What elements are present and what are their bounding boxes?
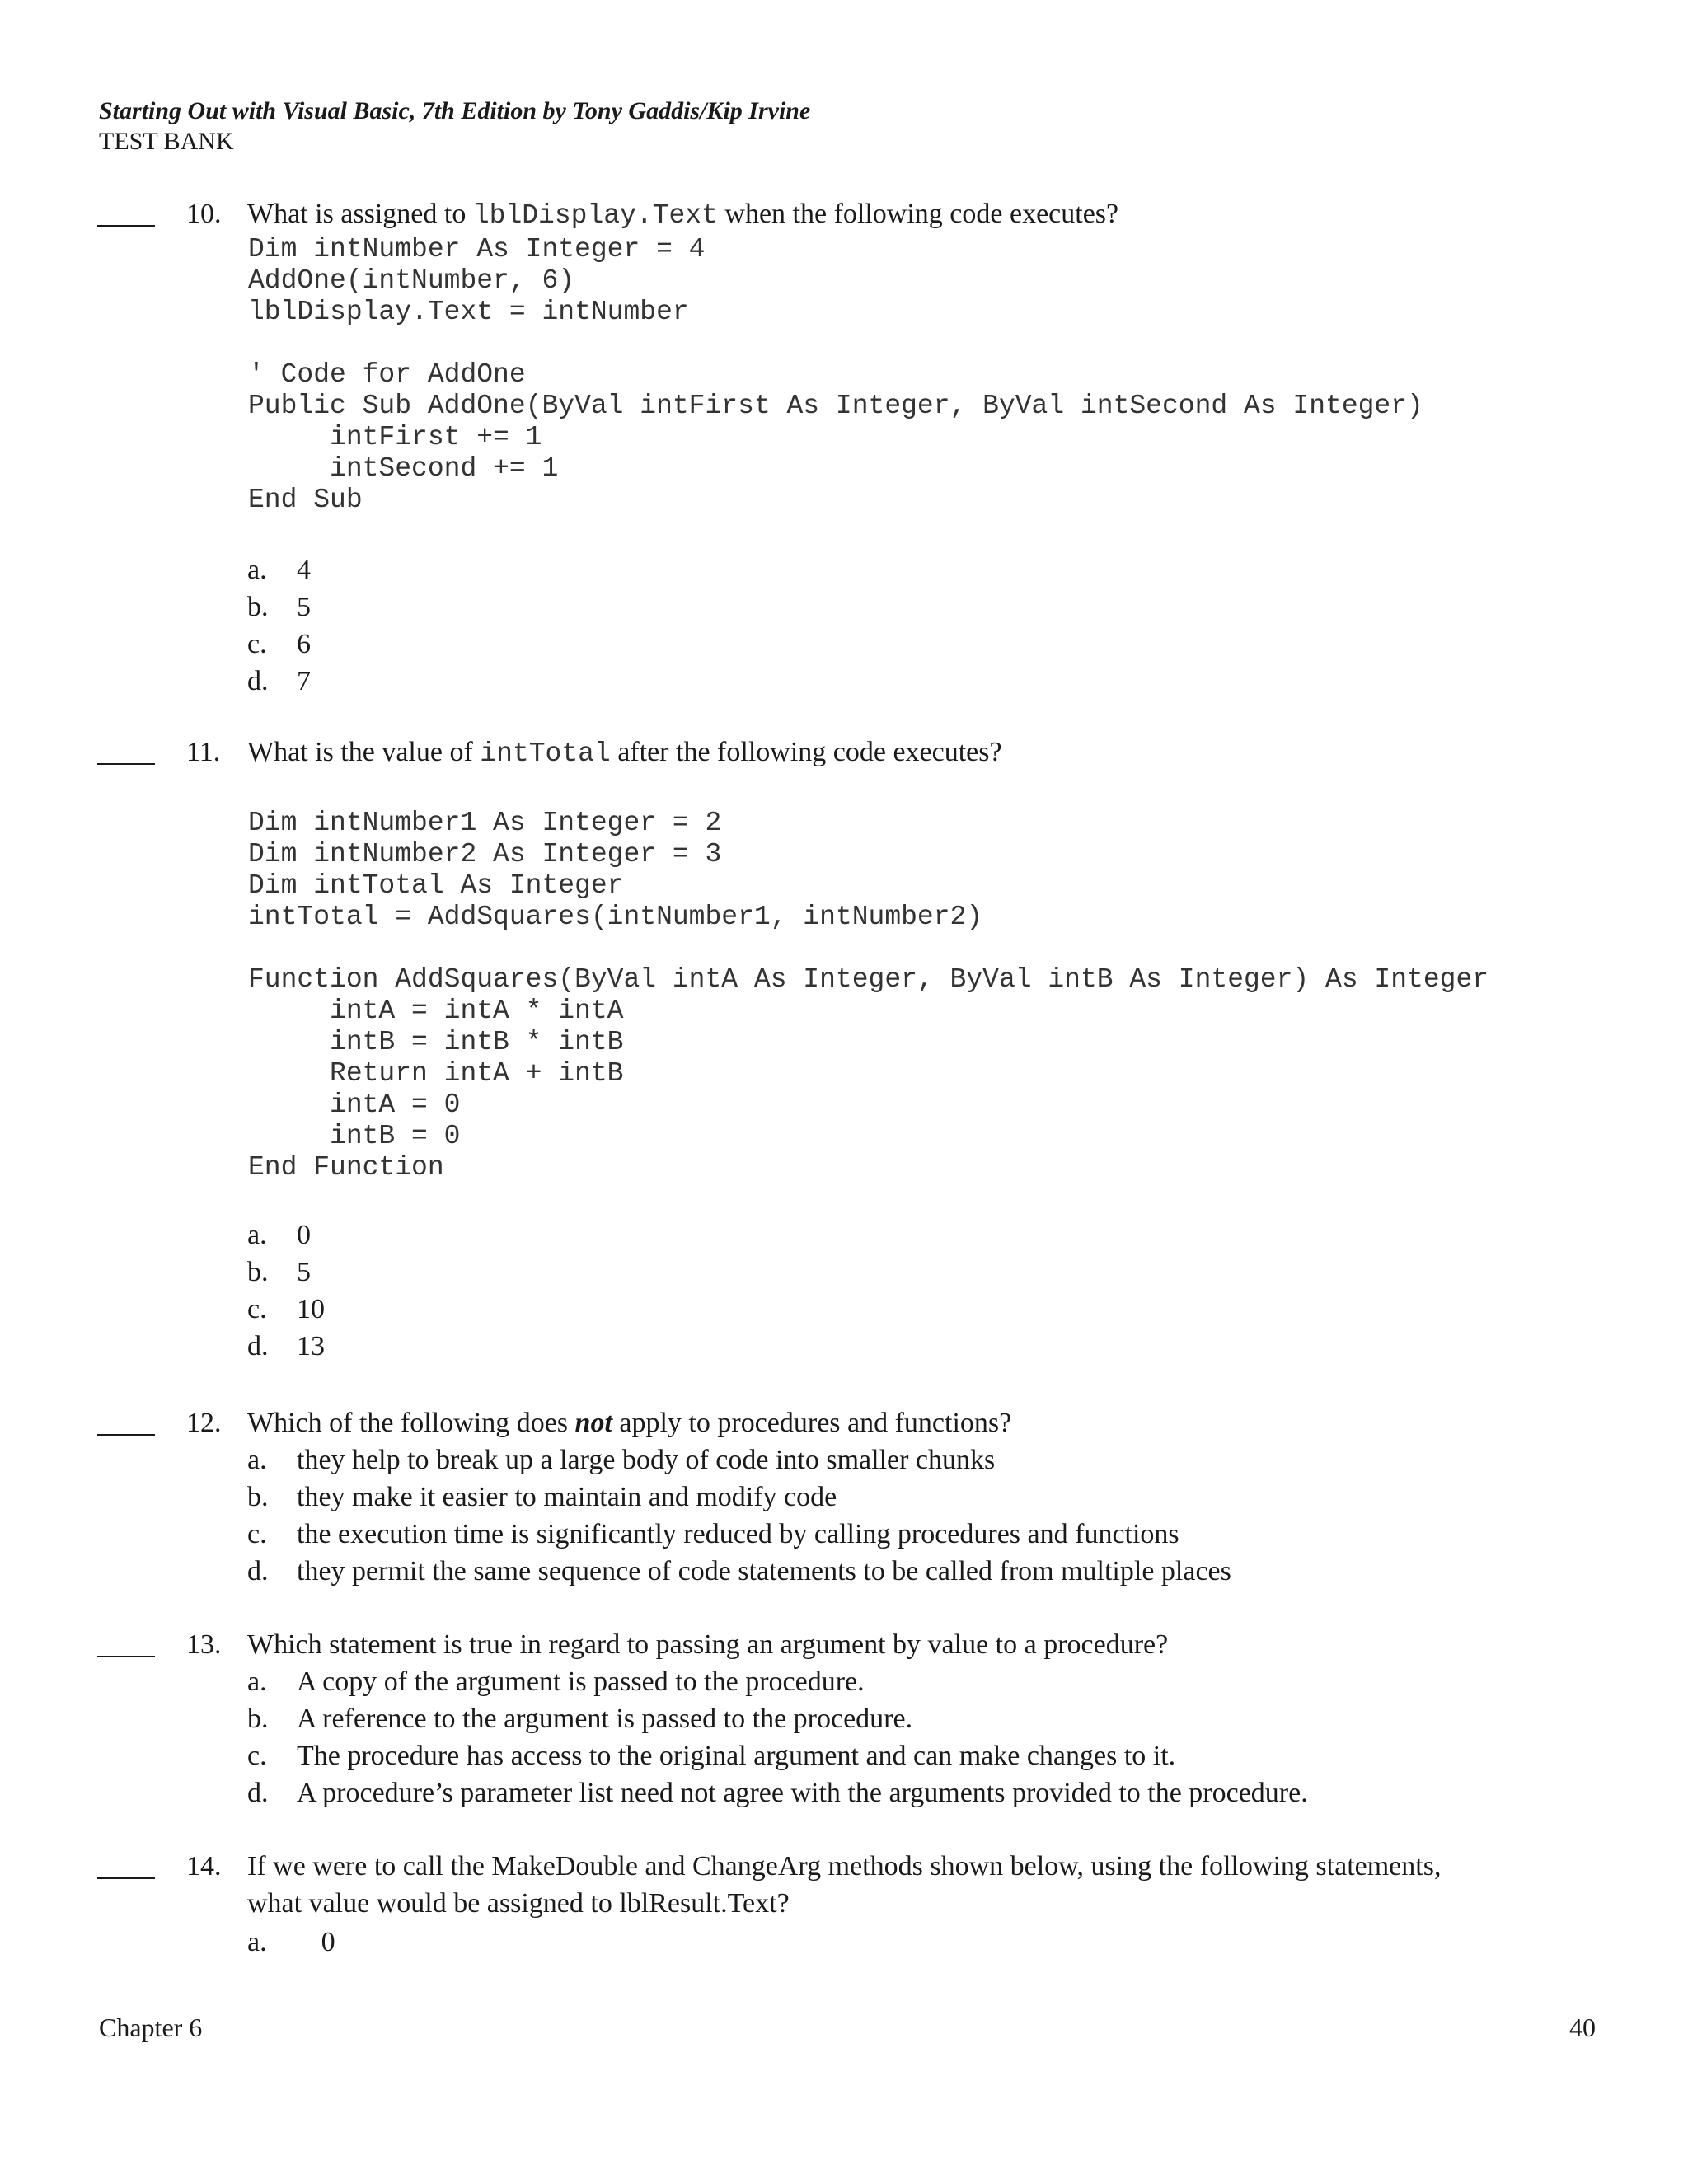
option-d [247, 665, 311, 698]
question-number: 14. [186, 1851, 222, 1882]
option-b [247, 1703, 912, 1736]
option-a [247, 1666, 865, 1699]
option-letter: c. [247, 1741, 267, 1771]
option-letter: b. [247, 1704, 269, 1734]
option-letter: b. [247, 1482, 269, 1512]
option-letter: d. [247, 1556, 269, 1586]
option-text: 6 [297, 629, 311, 659]
option-letter: a. [247, 1445, 267, 1475]
option-letter: d. [247, 1778, 269, 1808]
answer-blank[interactable] [97, 1656, 155, 1657]
question-text [247, 198, 1118, 232]
option-a [247, 1219, 311, 1252]
option-text: 5 [297, 1257, 311, 1287]
option-d [247, 1555, 1231, 1588]
option-b [247, 591, 311, 624]
question-text-end: after the following code executes? [610, 737, 1002, 767]
question-text: Which statement is true in regard to passing an argument by value to a procedure? [247, 1629, 1169, 1660]
option-text: A copy of the argument is passed to the procedure. [297, 1666, 865, 1697]
document-subtitle: TEST BANK [99, 128, 234, 155]
option-letter: c. [247, 1294, 267, 1324]
option-letter: a. [247, 1927, 267, 1957]
question-text-end: when the following code executes? [717, 199, 1119, 229]
code-block: Dim intNumber As Integer = 4 AddOne(intNumber, 6) lblDisplay.Text = intNumber ' Code for AddOne Public Sub AddOne(ByVal intFirst As Integer, ByVal intSecond As Integer) intFirst += 1 intSecond += 1 End Sub [248, 234, 1423, 515]
option-text: 0 [321, 1927, 335, 1957]
option-letter: a. [247, 1666, 267, 1697]
option-letter: b. [247, 1257, 269, 1287]
option-c [247, 628, 311, 661]
question-text [247, 1407, 1011, 1440]
option-b [247, 1481, 837, 1514]
option-c [247, 1293, 325, 1326]
question-number: 12. [186, 1408, 222, 1438]
question-text-start: Which of the following does [247, 1408, 575, 1438]
inline-code: lblDisplay.Text [472, 200, 718, 231]
option-a [247, 554, 311, 587]
answer-blank[interactable] [97, 225, 155, 227]
option-text: 10 [297, 1294, 325, 1324]
option-letter: a. [247, 555, 267, 585]
question-text-start: What is assigned to [247, 199, 473, 229]
inline-code: intTotal [480, 738, 611, 769]
question-number: 13. [186, 1629, 222, 1660]
option-text: 7 [297, 666, 311, 696]
option-text: A reference to the argument is passed to the procedure. [297, 1704, 913, 1734]
option-a [247, 1444, 995, 1477]
option-text: they permit the same sequence of code statements to be called from multiple places [297, 1556, 1231, 1586]
answer-blank[interactable] [97, 763, 155, 765]
option-text: the execution time is significantly reduced by calling procedures and functions [297, 1519, 1179, 1549]
question-text-end: apply to procedures and functions? [612, 1408, 1012, 1438]
option-c [247, 1518, 1179, 1551]
question-text [247, 736, 1002, 771]
question-text-line-1: If we were to call the MakeDouble and ChangeArg methods shown below, using the following statements, [247, 1851, 1442, 1882]
emphasis-text: not [574, 1408, 612, 1438]
option-text: A procedure’s parameter list need not agree with the arguments provided to the procedure. [297, 1778, 1308, 1808]
option-d [247, 1330, 325, 1363]
answer-blank[interactable] [97, 1434, 155, 1436]
option-letter: c. [247, 1519, 267, 1549]
code-block: Dim intNumber1 As Integer = 2 Dim intNumber2 As Integer = 3 Dim intTotal As Integer intTotal = AddSquares(intNumber1, intNumber2) Function AddSquares(ByVal intA As Integer, ByVal intB As Integer) As Integer intA = intA * intA intB = intB * intB Return intA + intB intA = 0 intB = 0 End Function [248, 808, 1489, 1183]
question-number: 11. [186, 737, 221, 767]
option-b [247, 1256, 311, 1289]
option-text: The procedure has access to the original argument and can make changes to it. [297, 1741, 1176, 1771]
option-text: they help to break up a large body of code into smaller chunks [297, 1445, 996, 1475]
question-text-start: What is the value of [247, 737, 481, 767]
question-number: 10. [186, 199, 222, 229]
chapter-label: Chapter 6 [99, 2013, 203, 2042]
option-text: 0 [297, 1220, 311, 1250]
option-letter: c. [247, 629, 267, 659]
option-text: they make it easier to maintain and modify code [297, 1482, 837, 1512]
option-c [247, 1740, 1175, 1773]
answer-blank[interactable] [97, 1877, 155, 1879]
option-letter: a. [247, 1220, 267, 1250]
book-title: Starting Out with Visual Basic, 7th Edition by Tony Gaddis/Kip Irvine [99, 97, 811, 124]
option-a [247, 1926, 335, 1959]
option-letter: d. [247, 666, 269, 696]
page-number: 40 [1569, 2013, 1596, 2042]
option-text: 5 [297, 592, 311, 622]
option-text: 4 [297, 555, 311, 585]
option-d [247, 1777, 1308, 1810]
option-text: 13 [297, 1331, 325, 1361]
question-text-line-2: what value would be assigned to lblResult.Text? [247, 1888, 790, 1919]
option-letter: b. [247, 592, 269, 622]
option-letter: d. [247, 1331, 269, 1361]
